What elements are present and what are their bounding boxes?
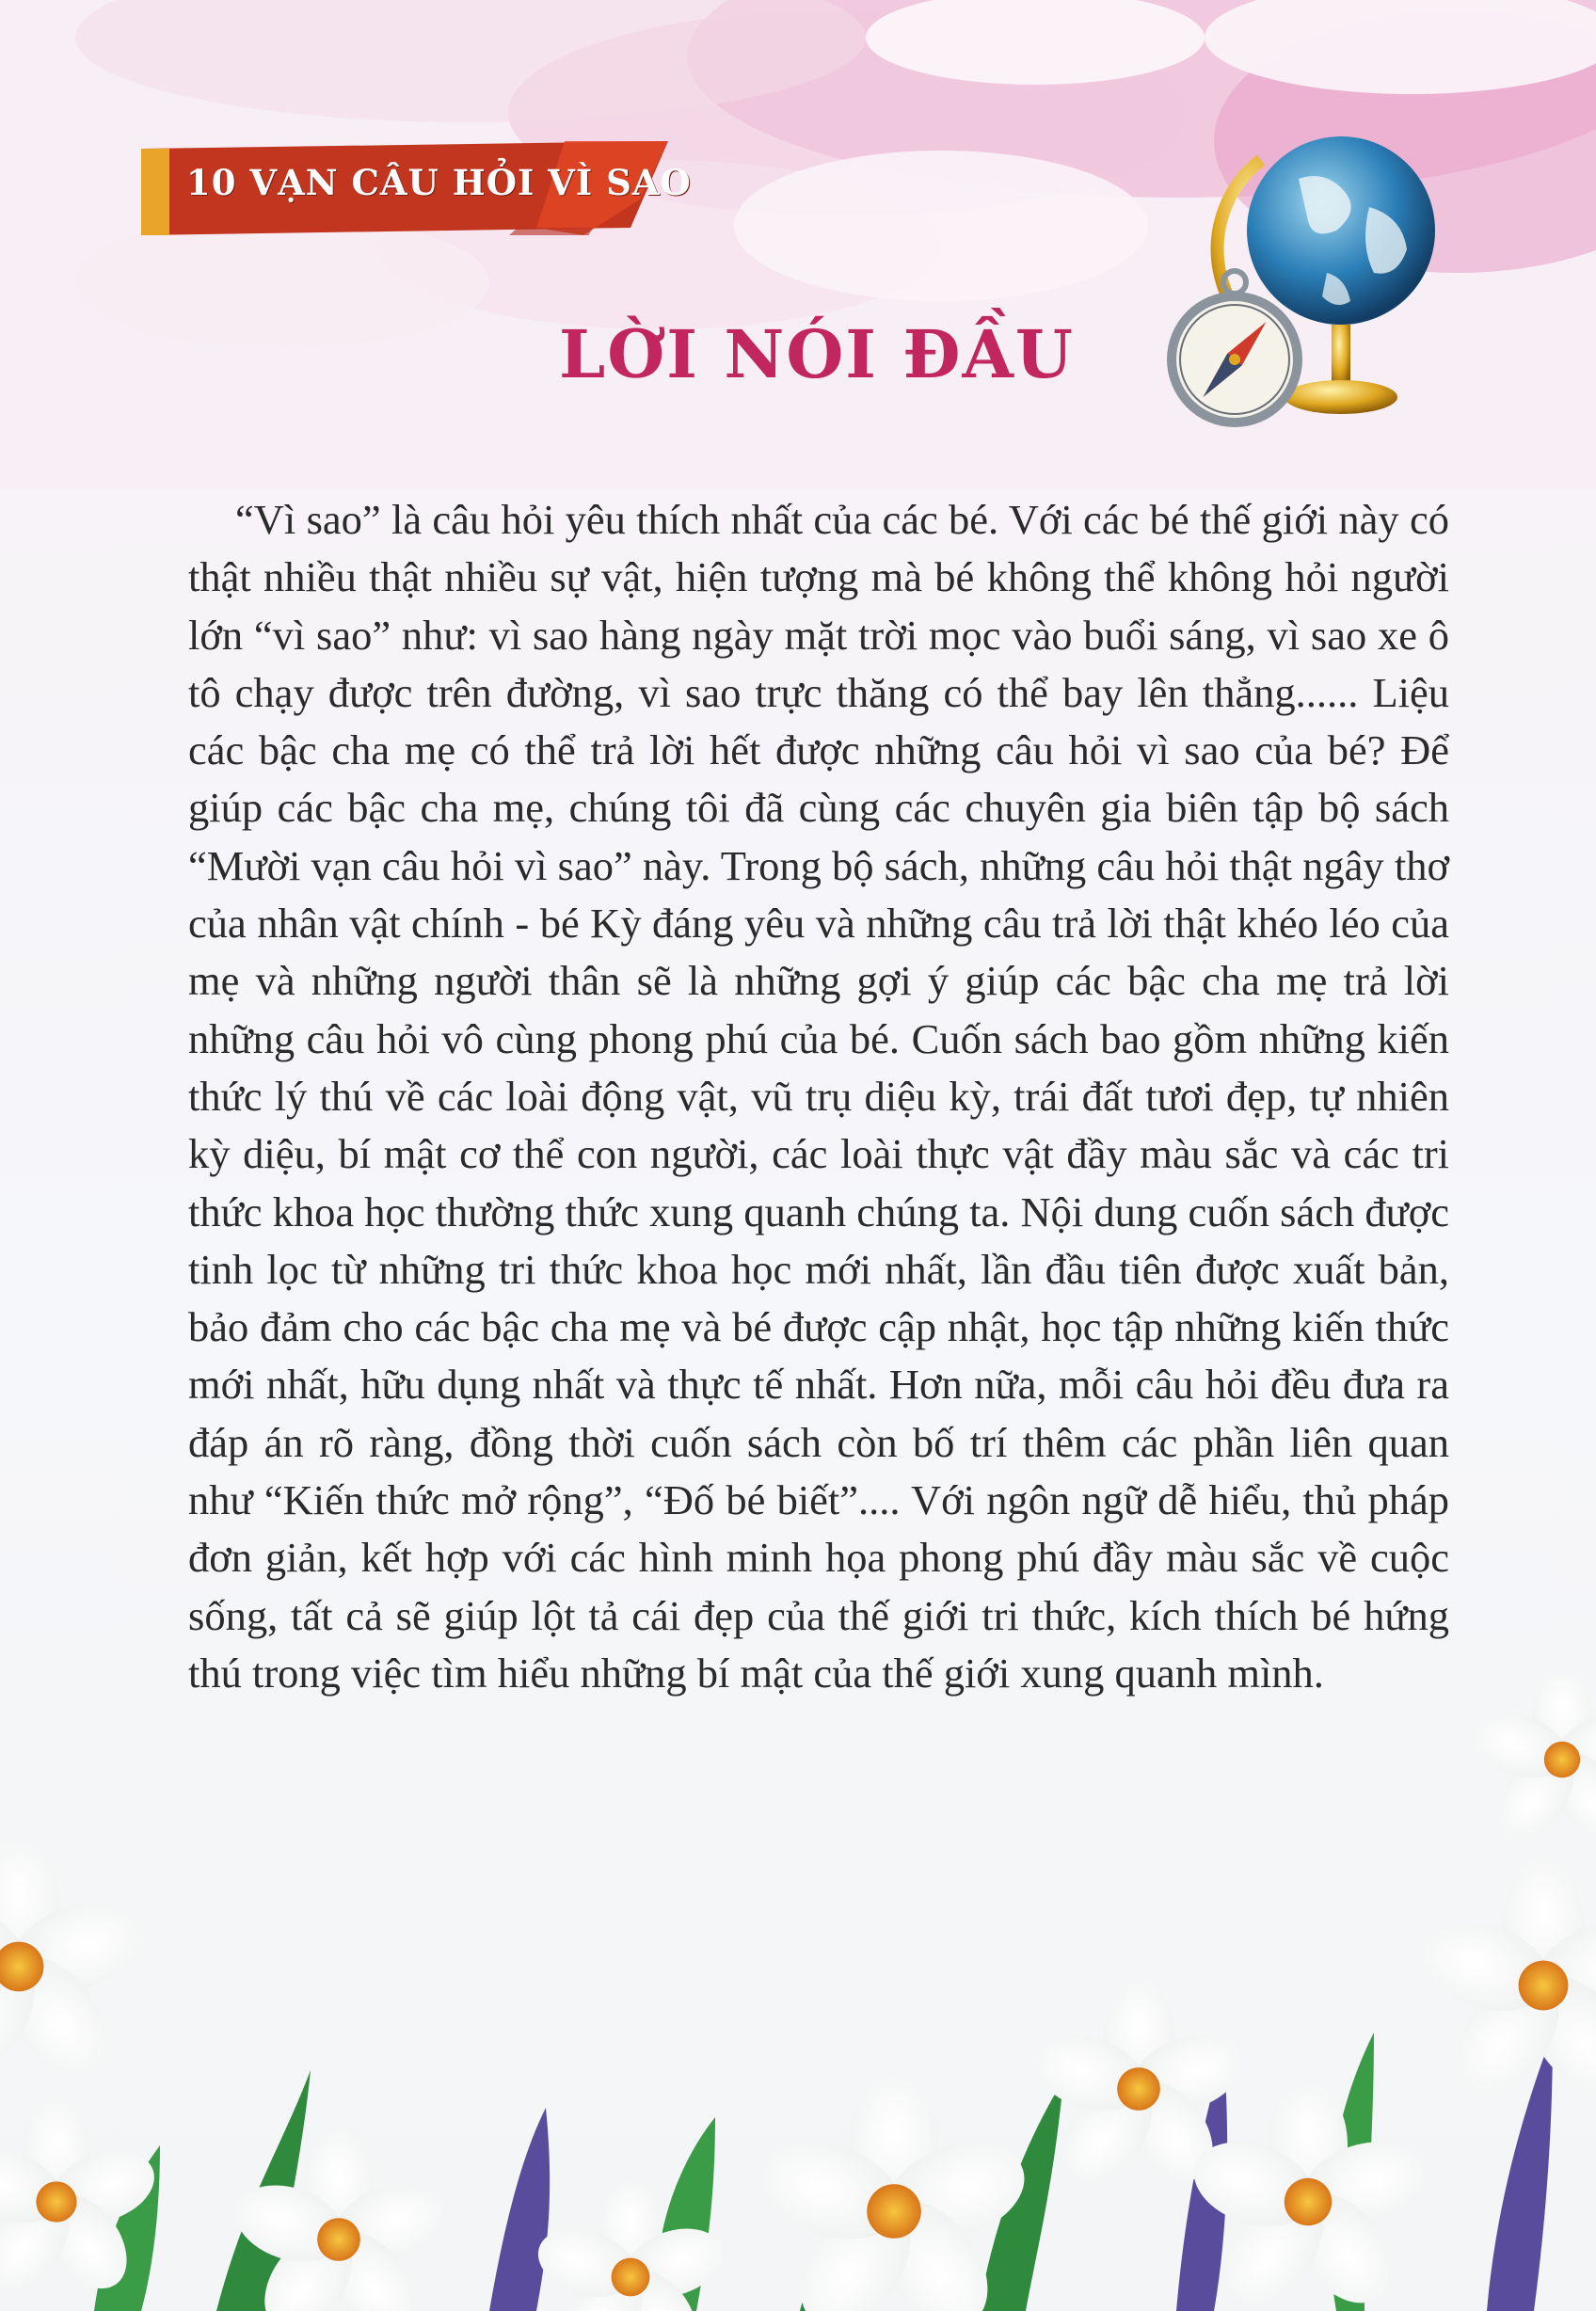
series-banner (141, 141, 692, 235)
flower-decoration (0, 1675, 1596, 2311)
page-title: LỜI NÓI ĐẦU (559, 315, 1075, 393)
globe-icon (1157, 122, 1468, 442)
series-label: 10 VẠN CÂU HỎI VÌ SAO (186, 162, 692, 203)
intro-paragraph: “Vì sao” là câu hỏi yêu thích nhất của các bé. Với các bé thế giới này có thật nhiều thật nhiều sự vật, hiện tượng mà bé không thể không hỏi người lớn “vì sao” như: vì sao hàng ngày mặt trời mọc vào buổi sáng, vì sao xe ô tô chạy được trên đường, vì sao trực thăng có thể bay lên thẳng...... Liệu các bậc cha mẹ có thể trả lời hết được những câu hỏi vì sao của bé? Để giúp các bậc cha mẹ, chúng tôi đã cùng các chuyên gia biên tập bộ sách “Mười vạn câu hỏi vì sao” này. Trong bộ sách, những câu hỏi thật ngây thơ của nhân vật chính - bé Kỳ đáng yêu và những câu trả lời thật khéo léo của mẹ và những người thân sẽ là những gợi ý giúp các bậc cha mẹ trả lời những câu hỏi vô cùng phong phú của bé. Cuốn sách bao gồm những kiến thức lý thú về các loài động vật, vũ trụ diệu kỳ, trái đất tươi đẹp, tự nhiên kỳ diệu, bí mật cơ thể con người, các loài thực vật đầy màu sắc và các tri thức khoa học thường thức xung quanh chúng ta. Nội dung cuốn sách được tinh lọc từ những tri thức khoa học mới nhất, lần đầu tiên được xuất bản, bảo đảm cho các bậc cha mẹ và bé được cập nhật, học tập những kiến thức mới nhất, hữu dụng nhất và thực tế nhất. Hơn nữa, mỗi câu hỏi đều đưa ra đáp án rõ ràng, đồng thời cuốn sách còn bố trí thêm các phần liên quan như “Kiến thức mở rộng”, “Đố bé biết”.... Với ngôn ngữ dễ hiểu, thủ pháp đơn giản, kết hợp với các hình minh họa phong phú đầy màu sắc về cuộc sống, tất cả sẽ giúp lột tả cái đẹp của thế giới tri thức, kích thích bé hứng thú trong việc tìm hiểu những bí mật của thế giới xung quanh mình. (188, 496, 1449, 1697)
